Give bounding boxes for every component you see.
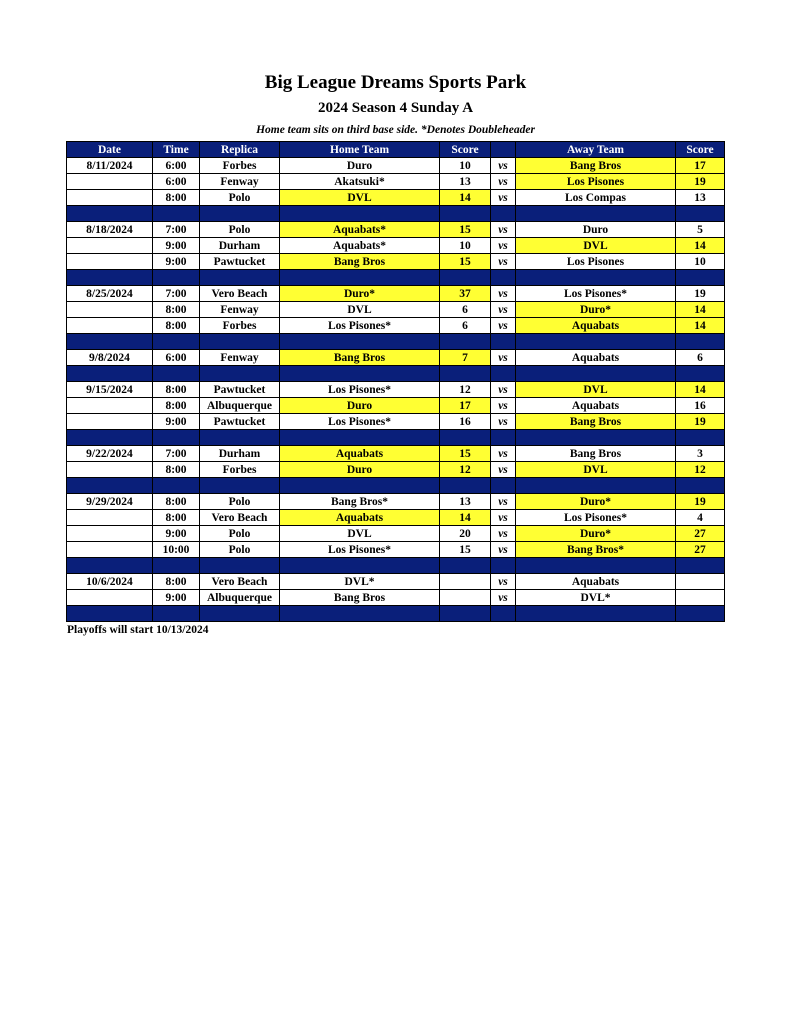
game-time: 8:00 (153, 462, 200, 478)
away-score: 27 (676, 542, 725, 558)
separator-cell (676, 478, 725, 494)
separator-cell (153, 334, 200, 350)
col-header-vs (491, 142, 516, 158)
game-replica: Durham (200, 238, 280, 254)
away-score: 19 (676, 494, 725, 510)
vs-label: vs (491, 382, 516, 398)
game-date: 8/25/2024 (67, 286, 153, 302)
game-date (67, 542, 153, 558)
home-score: 10 (440, 158, 491, 174)
away-team: Los Compas (516, 190, 676, 206)
game-time: 8:00 (153, 382, 200, 398)
away-score: 19 (676, 174, 725, 190)
separator-cell (200, 430, 280, 446)
week-separator (67, 430, 725, 446)
game-replica: Polo (200, 494, 280, 510)
week-separator (67, 606, 725, 622)
home-score: 17 (440, 398, 491, 414)
game-time: 8:00 (153, 302, 200, 318)
game-time: 6:00 (153, 174, 200, 190)
away-team: DVL* (516, 590, 676, 606)
game-replica: Forbes (200, 462, 280, 478)
game-replica: Vero Beach (200, 286, 280, 302)
separator-cell (67, 558, 153, 574)
week-separator (67, 558, 725, 574)
vs-label: vs (491, 462, 516, 478)
separator-cell (200, 366, 280, 382)
away-score: 27 (676, 526, 725, 542)
vs-label: vs (491, 174, 516, 190)
away-score: 10 (676, 254, 725, 270)
away-team: Duro* (516, 302, 676, 318)
week-separator (67, 478, 725, 494)
game-row (67, 590, 725, 606)
game-date (67, 462, 153, 478)
game-time: 8:00 (153, 318, 200, 334)
away-score: 13 (676, 190, 725, 206)
page-subtitle: 2024 Season 4 Sunday A (317, 100, 474, 116)
game-replica: Pawtucket (200, 382, 280, 398)
vs-label: vs (491, 222, 516, 238)
separator-cell (200, 558, 280, 574)
game-replica: Durham (200, 446, 280, 462)
separator-cell (516, 366, 676, 382)
week-separator (67, 206, 725, 222)
separator-cell (153, 478, 200, 494)
game-replica: Polo (200, 222, 280, 238)
game-time: 8:00 (153, 190, 200, 206)
home-score: 6 (440, 302, 491, 318)
schedule-table (66, 141, 725, 622)
game-row (67, 414, 725, 430)
separator-cell (676, 430, 725, 446)
game-replica: Fenway (200, 174, 280, 190)
game-replica: Vero Beach (200, 510, 280, 526)
game-row (67, 174, 725, 190)
home-team: Duro (280, 158, 440, 174)
away-team: Duro* (516, 526, 676, 542)
separator-cell (440, 606, 491, 622)
game-replica: Polo (200, 190, 280, 206)
vs-label: vs (491, 542, 516, 558)
home-team: Los Pisones* (280, 318, 440, 334)
away-team: Bang Bros* (516, 542, 676, 558)
game-replica: Pawtucket (200, 414, 280, 430)
away-team: Los Pisones* (516, 286, 676, 302)
separator-cell (516, 430, 676, 446)
game-time: 6:00 (153, 350, 200, 366)
away-score: 19 (676, 414, 725, 430)
col-header-replica: Replica (200, 142, 280, 158)
separator-cell (440, 366, 491, 382)
home-team: Bang Bros* (280, 494, 440, 510)
separator-cell (200, 270, 280, 286)
separator-cell (516, 334, 676, 350)
game-row (67, 494, 725, 510)
away-score: 16 (676, 398, 725, 414)
separator-cell (67, 366, 153, 382)
separator-cell (440, 558, 491, 574)
game-row (67, 190, 725, 206)
separator-cell (67, 478, 153, 494)
game-row (67, 574, 725, 590)
away-score: 6 (676, 350, 725, 366)
separator-cell (200, 334, 280, 350)
home-team: Duro (280, 462, 440, 478)
away-team: Aquabats (516, 398, 676, 414)
col-header-away-team: Away Team (516, 142, 676, 158)
game-row (67, 350, 725, 366)
home-score: 15 (440, 222, 491, 238)
separator-cell (153, 606, 200, 622)
week-separator (67, 366, 725, 382)
home-team: Bang Bros (280, 350, 440, 366)
away-team: Bang Bros (516, 158, 676, 174)
game-row (67, 302, 725, 318)
week-separator (67, 334, 725, 350)
game-time: 9:00 (153, 590, 200, 606)
separator-cell (153, 270, 200, 286)
home-team: Aquabats (280, 510, 440, 526)
vs-label: vs (491, 318, 516, 334)
away-score: 14 (676, 382, 725, 398)
away-score: 14 (676, 238, 725, 254)
separator-cell (280, 430, 440, 446)
home-team: Aquabats* (280, 238, 440, 254)
away-team: Bang Bros (516, 446, 676, 462)
vs-label: vs (491, 302, 516, 318)
game-date: 9/8/2024 (67, 350, 153, 366)
game-date (67, 174, 153, 190)
game-date: 9/29/2024 (67, 494, 153, 510)
away-score: 19 (676, 286, 725, 302)
separator-cell (440, 206, 491, 222)
separator-cell (491, 606, 516, 622)
separator-cell (440, 334, 491, 350)
separator-cell (153, 366, 200, 382)
separator-cell (676, 366, 725, 382)
separator-cell (516, 270, 676, 286)
separator-cell (516, 606, 676, 622)
home-score: 13 (440, 174, 491, 190)
separator-cell (153, 558, 200, 574)
game-replica: Forbes (200, 158, 280, 174)
game-replica: Albuquerque (200, 398, 280, 414)
separator-cell (440, 430, 491, 446)
separator-cell (516, 206, 676, 222)
game-date (67, 414, 153, 430)
game-time: 8:00 (153, 574, 200, 590)
game-row (67, 254, 725, 270)
home-team: Aquabats (280, 446, 440, 462)
game-time: 8:00 (153, 510, 200, 526)
home-score (440, 590, 491, 606)
home-score: 10 (440, 238, 491, 254)
separator-cell (676, 206, 725, 222)
home-score: 12 (440, 462, 491, 478)
vs-label: vs (491, 510, 516, 526)
playoffs-note: Playoffs will start 10/13/2024 (67, 624, 209, 636)
away-team: Los Pisones (516, 254, 676, 270)
away-score: 17 (676, 158, 725, 174)
away-team: DVL (516, 462, 676, 478)
separator-cell (67, 606, 153, 622)
game-time: 7:00 (153, 222, 200, 238)
vs-label: vs (491, 286, 516, 302)
game-replica: Polo (200, 542, 280, 558)
game-row (67, 318, 725, 334)
home-score (440, 574, 491, 590)
separator-cell (280, 558, 440, 574)
game-replica: Pawtucket (200, 254, 280, 270)
separator-cell (676, 558, 725, 574)
col-header-date: Date (67, 142, 153, 158)
vs-label: vs (491, 190, 516, 206)
game-date: 8/11/2024 (67, 158, 153, 174)
game-replica: Fenway (200, 350, 280, 366)
away-team: Los Pisones (516, 174, 676, 190)
separator-cell (491, 334, 516, 350)
separator-cell (200, 206, 280, 222)
game-time: 8:00 (153, 494, 200, 510)
game-time: 9:00 (153, 254, 200, 270)
game-row (67, 510, 725, 526)
away-team: Los Pisones* (516, 510, 676, 526)
vs-label: vs (491, 526, 516, 542)
home-team: Bang Bros (280, 254, 440, 270)
game-replica: Polo (200, 526, 280, 542)
doubleheader-note: Home team sits on third base side. *Denotes Doubleheader (256, 124, 535, 136)
game-date (67, 590, 153, 606)
week-separator (67, 270, 725, 286)
home-score: 16 (440, 414, 491, 430)
schedule-body (67, 158, 725, 622)
game-row (67, 238, 725, 254)
game-date (67, 302, 153, 318)
home-score: 6 (440, 318, 491, 334)
game-row (67, 158, 725, 174)
separator-cell (200, 478, 280, 494)
home-score: 13 (440, 494, 491, 510)
home-team: Los Pisones* (280, 414, 440, 430)
game-time: 9:00 (153, 238, 200, 254)
game-row (67, 542, 725, 558)
game-time: 7:00 (153, 446, 200, 462)
home-team: DVL* (280, 574, 440, 590)
game-replica: Forbes (200, 318, 280, 334)
game-date (67, 526, 153, 542)
separator-cell (516, 558, 676, 574)
home-team: Duro (280, 398, 440, 414)
game-row (67, 286, 725, 302)
game-row (67, 526, 725, 542)
separator-cell (491, 206, 516, 222)
away-team: DVL (516, 382, 676, 398)
home-score: 15 (440, 254, 491, 270)
away-score: 12 (676, 462, 725, 478)
home-score: 14 (440, 190, 491, 206)
game-date: 10/6/2024 (67, 574, 153, 590)
game-date (67, 318, 153, 334)
vs-label: vs (491, 590, 516, 606)
game-row (67, 398, 725, 414)
home-team: Los Pisones* (280, 542, 440, 558)
vs-label: vs (491, 446, 516, 462)
game-date (67, 398, 153, 414)
separator-cell (676, 334, 725, 350)
away-score (676, 590, 725, 606)
vs-label: vs (491, 254, 516, 270)
home-score: 14 (440, 510, 491, 526)
separator-cell (280, 478, 440, 494)
game-date: 9/22/2024 (67, 446, 153, 462)
home-team: Aquabats* (280, 222, 440, 238)
game-date (67, 190, 153, 206)
home-team: DVL (280, 190, 440, 206)
separator-cell (67, 206, 153, 222)
separator-cell (491, 558, 516, 574)
away-team: Aquabats (516, 574, 676, 590)
game-replica: Fenway (200, 302, 280, 318)
away-team: Duro* (516, 494, 676, 510)
separator-cell (280, 334, 440, 350)
home-score: 15 (440, 542, 491, 558)
vs-label: vs (491, 238, 516, 254)
game-date: 9/15/2024 (67, 382, 153, 398)
game-date (67, 254, 153, 270)
page-title: Big League Dreams Sports Park (264, 72, 527, 93)
game-date: 8/18/2024 (67, 222, 153, 238)
separator-cell (153, 430, 200, 446)
away-team: Duro (516, 222, 676, 238)
separator-cell (280, 606, 440, 622)
separator-cell (491, 430, 516, 446)
home-team: Akatsuki* (280, 174, 440, 190)
separator-cell (676, 270, 725, 286)
vs-label: vs (491, 398, 516, 414)
away-score: 14 (676, 302, 725, 318)
game-time: 7:00 (153, 286, 200, 302)
home-score: 20 (440, 526, 491, 542)
home-team: Los Pisones* (280, 382, 440, 398)
away-score: 3 (676, 446, 725, 462)
separator-cell (280, 206, 440, 222)
separator-cell (676, 606, 725, 622)
game-row (67, 462, 725, 478)
vs-label: vs (491, 158, 516, 174)
game-time: 10:00 (153, 542, 200, 558)
separator-cell (491, 270, 516, 286)
away-score: 5 (676, 222, 725, 238)
col-header-away-score: Score (676, 142, 725, 158)
separator-cell (516, 478, 676, 494)
vs-label: vs (491, 414, 516, 430)
away-team: Bang Bros (516, 414, 676, 430)
vs-label: vs (491, 350, 516, 366)
home-score: 7 (440, 350, 491, 366)
game-time: 8:00 (153, 398, 200, 414)
game-replica: Vero Beach (200, 574, 280, 590)
separator-cell (67, 430, 153, 446)
away-score: 14 (676, 318, 725, 334)
separator-cell (491, 478, 516, 494)
vs-label: vs (491, 494, 516, 510)
away-team: DVL (516, 238, 676, 254)
game-replica: Albuquerque (200, 590, 280, 606)
away-score: 4 (676, 510, 725, 526)
home-score: 15 (440, 446, 491, 462)
game-time: 6:00 (153, 158, 200, 174)
separator-cell (67, 334, 153, 350)
game-row (67, 446, 725, 462)
header-row (67, 142, 725, 158)
game-row (67, 222, 725, 238)
away-team: Aquabats (516, 318, 676, 334)
col-header-home-team: Home Team (280, 142, 440, 158)
game-date (67, 238, 153, 254)
col-header-home-score: Score (440, 142, 491, 158)
col-header-time: Time (153, 142, 200, 158)
separator-cell (153, 206, 200, 222)
away-score (676, 574, 725, 590)
separator-cell (67, 270, 153, 286)
vs-label: vs (491, 574, 516, 590)
game-row (67, 382, 725, 398)
home-team: DVL (280, 302, 440, 318)
separator-cell (491, 366, 516, 382)
home-team: DVL (280, 526, 440, 542)
home-score: 37 (440, 286, 491, 302)
separator-cell (280, 270, 440, 286)
game-time: 9:00 (153, 526, 200, 542)
separator-cell (440, 270, 491, 286)
separator-cell (280, 366, 440, 382)
separator-cell (440, 478, 491, 494)
home-score: 12 (440, 382, 491, 398)
game-time: 9:00 (153, 414, 200, 430)
home-team: Bang Bros (280, 590, 440, 606)
home-team: Duro* (280, 286, 440, 302)
separator-cell (200, 606, 280, 622)
away-team: Aquabats (516, 350, 676, 366)
game-date (67, 510, 153, 526)
